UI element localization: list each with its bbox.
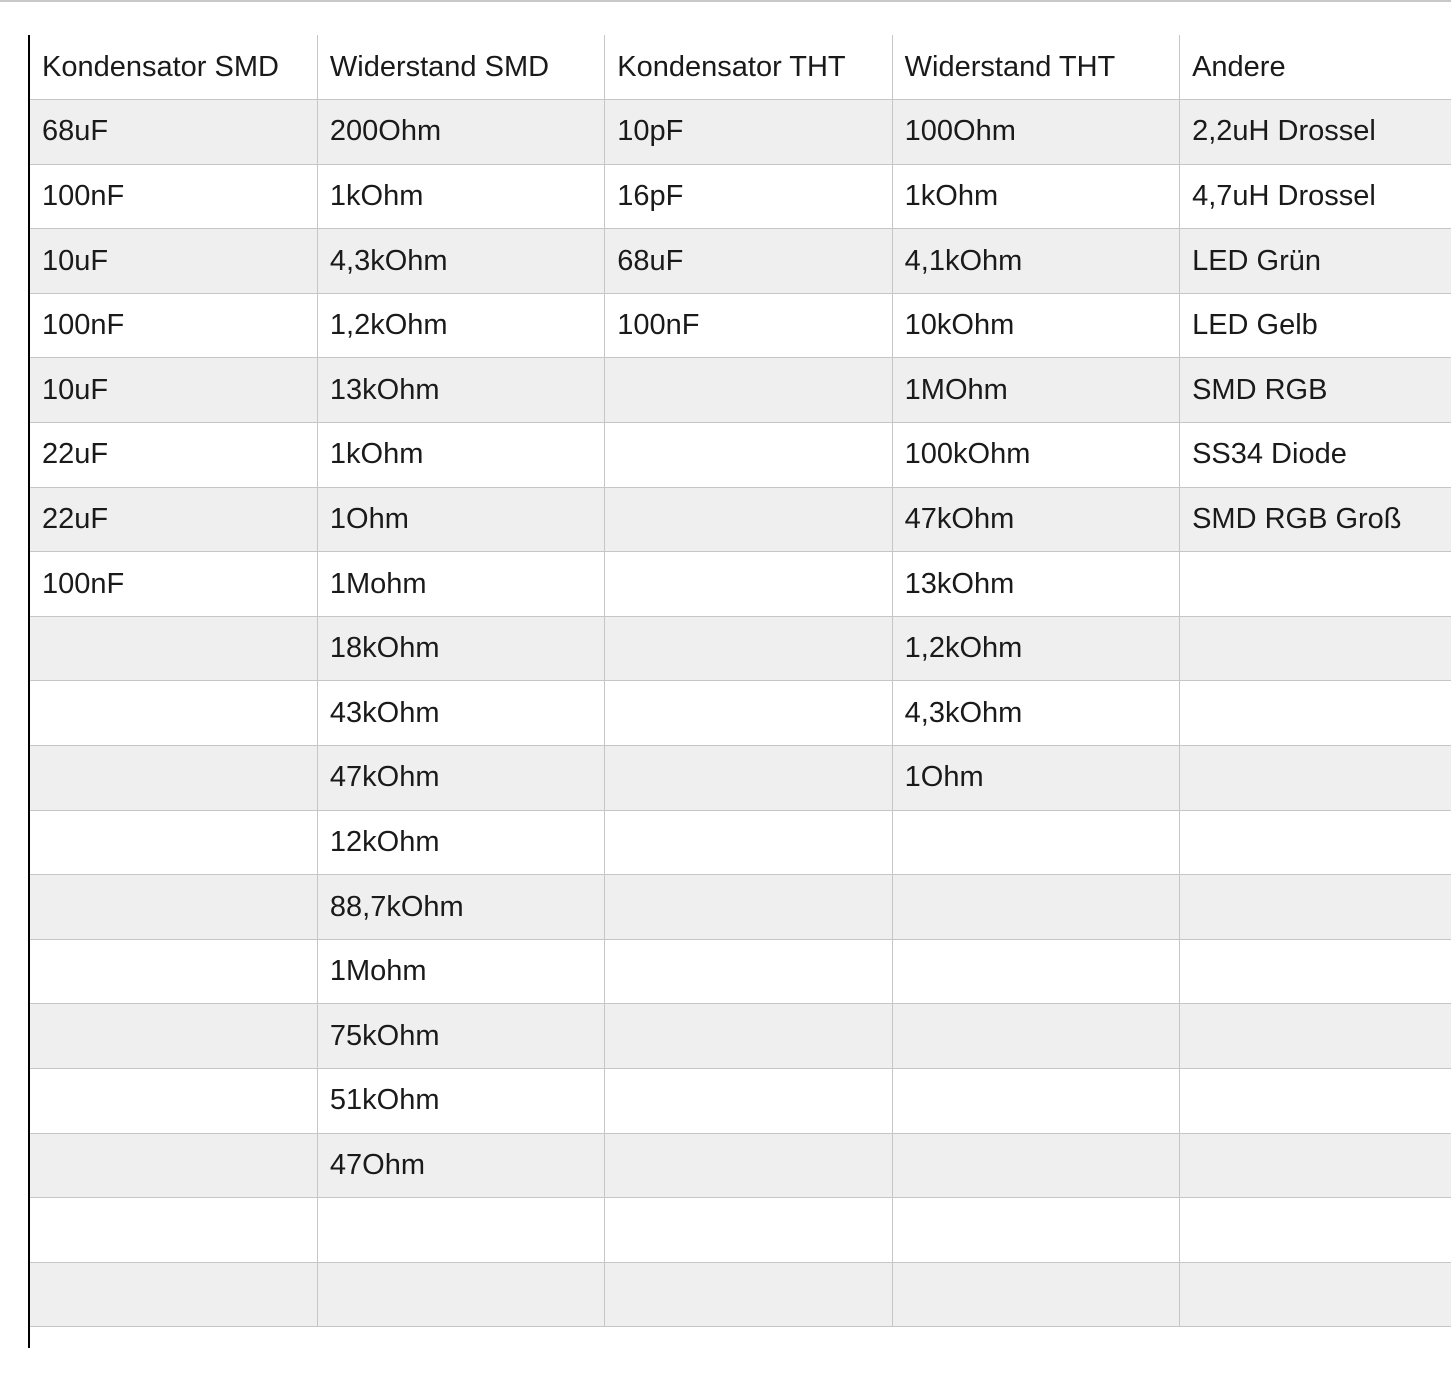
table-cell[interactable]: 4,3kOhm — [317, 229, 604, 294]
table-cell[interactable]: 200Ohm — [317, 100, 604, 165]
table-cell[interactable]: 47Ohm — [317, 1133, 604, 1198]
table-cell[interactable]: SS34 Diode — [1180, 423, 1451, 488]
table-cell[interactable]: 75kOhm — [317, 1004, 604, 1069]
table-cell[interactable]: 100kOhm — [892, 423, 1179, 488]
table-cell[interactable] — [892, 810, 1179, 875]
table-cell[interactable]: SMD RGB — [1180, 358, 1451, 423]
table-cell[interactable] — [605, 1133, 892, 1198]
table-cell[interactable] — [1180, 1004, 1451, 1069]
table-cell[interactable]: 100Ohm — [892, 100, 1179, 165]
components-table — [30, 35, 1451, 1327]
table-row — [30, 939, 1451, 1004]
table-cell[interactable] — [892, 1198, 1179, 1263]
table-cell[interactable]: 2,2uH Drossel — [1180, 100, 1451, 165]
table-row — [30, 616, 1451, 681]
table-cell[interactable]: 51kOhm — [317, 1069, 604, 1134]
table-row — [30, 1069, 1451, 1134]
table-cell[interactable]: 88,7kOhm — [317, 875, 604, 940]
table-cell[interactable]: 4,1kOhm — [892, 229, 1179, 294]
table-cell[interactable] — [30, 1069, 317, 1134]
column-header[interactable]: Kondensator THT — [605, 35, 892, 100]
table-cell[interactable] — [892, 875, 1179, 940]
table-row — [30, 1133, 1451, 1198]
table-cell[interactable] — [1180, 1133, 1451, 1198]
table-cell[interactable] — [605, 423, 892, 488]
table-cell[interactable] — [605, 681, 892, 746]
table-cell[interactable]: 68uF — [605, 229, 892, 294]
column-header[interactable]: Widerstand THT — [892, 35, 1179, 100]
table-row — [30, 293, 1451, 358]
table-cell[interactable] — [1180, 875, 1451, 940]
table-row — [30, 552, 1451, 617]
table-cell[interactable]: 13kOhm — [892, 552, 1179, 617]
table-cell[interactable]: 1MOhm — [892, 358, 1179, 423]
table-cell[interactable]: 22uF — [30, 423, 317, 488]
table-cell[interactable] — [1180, 746, 1451, 811]
table-cell[interactable] — [605, 810, 892, 875]
table-cell[interactable] — [1180, 810, 1451, 875]
table-cell[interactable] — [605, 616, 892, 681]
table-cell[interactable] — [1180, 1198, 1451, 1263]
table-cell[interactable]: 4,3kOhm — [892, 681, 1179, 746]
table-cell[interactable] — [317, 1262, 604, 1327]
table-cell[interactable] — [30, 1262, 317, 1327]
table-row — [30, 746, 1451, 811]
table-cell[interactable] — [605, 746, 892, 811]
table-row — [30, 1004, 1451, 1069]
table-cell[interactable]: 1Ohm — [892, 746, 1179, 811]
table-cell[interactable]: 10kOhm — [892, 293, 1179, 358]
top-divider — [0, 0, 1451, 2]
table-cell[interactable] — [1180, 552, 1451, 617]
table-cell[interactable]: 1,2kOhm — [317, 293, 604, 358]
table-cell[interactable] — [30, 746, 317, 811]
table-row — [30, 681, 1451, 746]
table-cell[interactable]: 10uF — [30, 358, 317, 423]
table-cell[interactable]: 100nF — [30, 552, 317, 617]
table-cell[interactable] — [605, 1004, 892, 1069]
table-cell[interactable] — [30, 616, 317, 681]
table-cell[interactable]: SMD RGB Groß — [1180, 487, 1451, 552]
table-cell[interactable]: 1Mohm — [317, 552, 604, 617]
table-cell[interactable] — [605, 1198, 892, 1263]
table-cell[interactable]: LED Grün — [1180, 229, 1451, 294]
table-cell[interactable] — [605, 939, 892, 1004]
table-cell[interactable] — [605, 1069, 892, 1134]
table-cell[interactable]: 100nF — [30, 164, 317, 229]
table-cell[interactable]: 43kOhm — [317, 681, 604, 746]
table-cell[interactable]: 100nF — [30, 293, 317, 358]
table-cell[interactable]: 1kOhm — [892, 164, 1179, 229]
table-cell[interactable] — [892, 1069, 1179, 1134]
table-row — [30, 875, 1451, 940]
table-cell[interactable]: 47kOhm — [892, 487, 1179, 552]
table-cell[interactable] — [1180, 939, 1451, 1004]
table-cell[interactable] — [30, 681, 317, 746]
table-cell[interactable] — [605, 487, 892, 552]
table-cell[interactable] — [30, 875, 317, 940]
table-cell[interactable] — [1180, 681, 1451, 746]
table-cell[interactable]: 4,7uH Drossel — [1180, 164, 1451, 229]
column-header[interactable]: Widerstand SMD — [317, 35, 604, 100]
column-header[interactable]: Andere — [1180, 35, 1451, 100]
table-cell[interactable]: 12kOhm — [317, 810, 604, 875]
table-cell[interactable] — [1180, 1069, 1451, 1134]
table-row — [30, 487, 1451, 552]
table-row — [30, 423, 1451, 488]
table-cell[interactable] — [30, 939, 317, 1004]
table-cell[interactable] — [605, 875, 892, 940]
table-cell[interactable] — [30, 1198, 317, 1263]
table-cell[interactable] — [30, 1004, 317, 1069]
table-cell[interactable] — [30, 1133, 317, 1198]
table-cell[interactable]: 1Ohm — [317, 487, 604, 552]
table-cell[interactable]: 16pF — [605, 164, 892, 229]
table-cell[interactable] — [605, 1262, 892, 1327]
table-row — [30, 1262, 1451, 1327]
table-cell[interactable]: 1Mohm — [317, 939, 604, 1004]
table-cell[interactable] — [30, 810, 317, 875]
table-cell[interactable] — [892, 939, 1179, 1004]
table-cell[interactable] — [892, 1004, 1179, 1069]
table-cell[interactable] — [317, 1198, 604, 1263]
table-cell[interactable] — [892, 1133, 1179, 1198]
table-body — [30, 100, 1451, 1327]
table-cell[interactable] — [1180, 1262, 1451, 1327]
table-cell[interactable]: 22uF — [30, 487, 317, 552]
table-cell[interactable]: LED Gelb — [1180, 293, 1451, 358]
table-cell[interactable]: 1,2kOhm — [892, 616, 1179, 681]
header-row — [30, 35, 1451, 100]
table-cell[interactable]: 68uF — [30, 100, 317, 165]
table-row — [30, 229, 1451, 294]
table-cell[interactable]: 13kOhm — [317, 358, 604, 423]
table-cell[interactable]: 10uF — [30, 229, 317, 294]
table-cell[interactable]: 1kOhm — [317, 423, 604, 488]
table-cell[interactable] — [1180, 616, 1451, 681]
column-header[interactable]: Kondensator SMD — [30, 35, 317, 100]
table-cell[interactable]: 47kOhm — [317, 746, 604, 811]
table-cell[interactable]: 18kOhm — [317, 616, 604, 681]
table-cell[interactable]: 100nF — [605, 293, 892, 358]
table-cell[interactable]: 10pF — [605, 100, 892, 165]
table-cell[interactable] — [605, 358, 892, 423]
spreadsheet — [28, 35, 1451, 1348]
table-cell[interactable]: 1kOhm — [317, 164, 604, 229]
table-cell[interactable] — [892, 1262, 1179, 1327]
table-row — [30, 164, 1451, 229]
table-row — [30, 100, 1451, 165]
table-row — [30, 1198, 1451, 1263]
table-row — [30, 358, 1451, 423]
table-cell[interactable] — [605, 552, 892, 617]
table-row — [30, 810, 1451, 875]
